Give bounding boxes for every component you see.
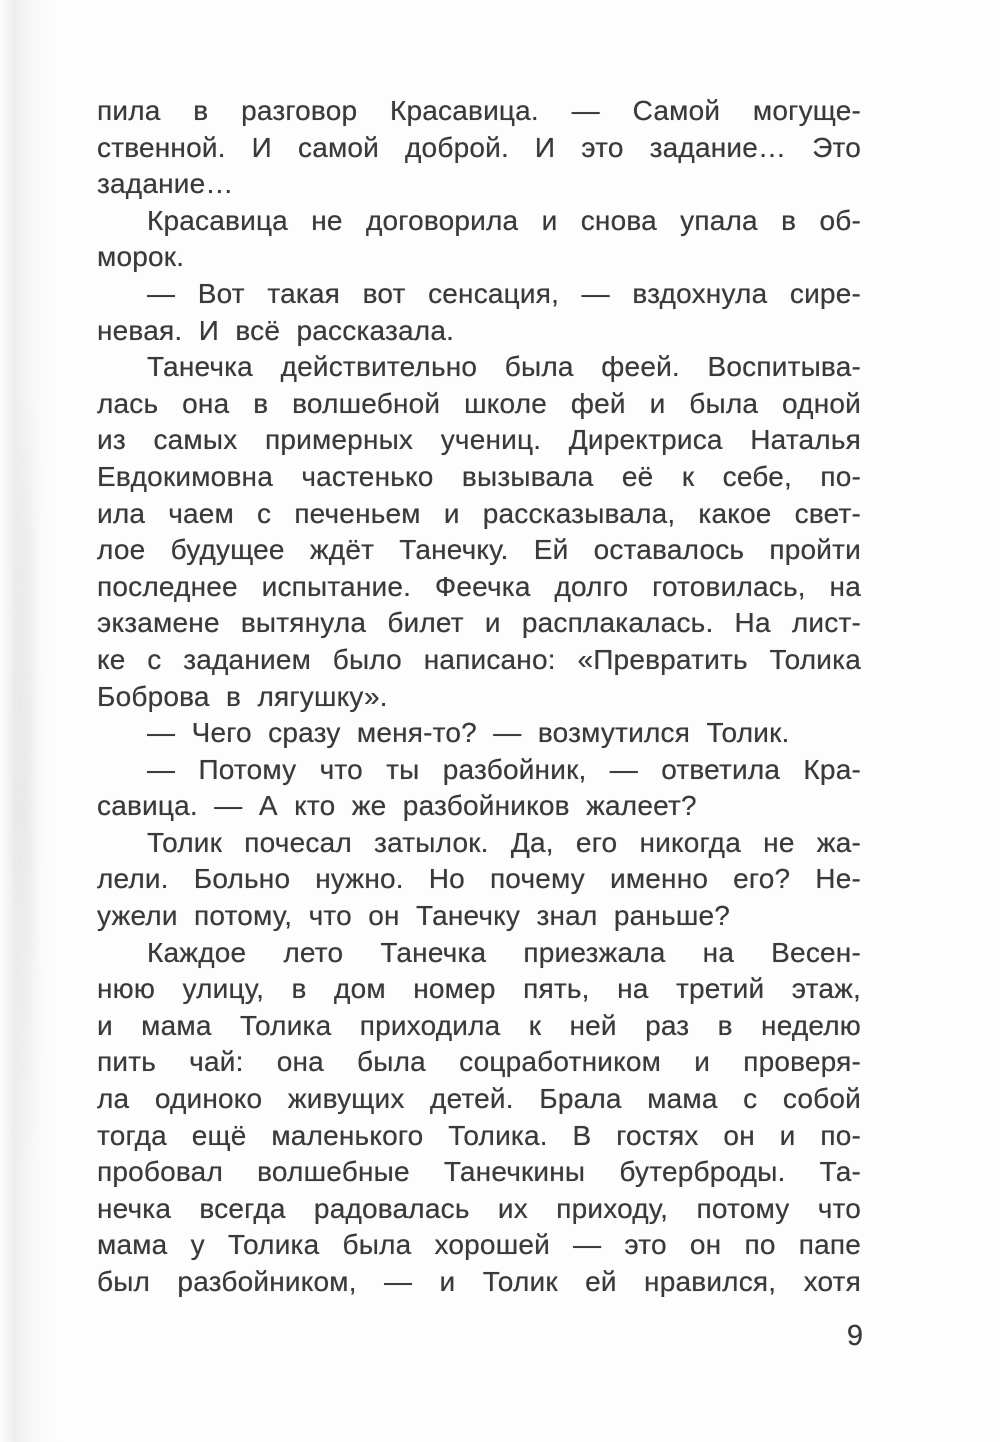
text-line: савица. — А кто же разбойников жалеет? [97,790,697,822]
text-line: Боброва в лягушку». [97,680,388,712]
paragraph [97,93,861,203]
text-line: — Чего сразу меня-то? — возмутился Толик. [147,717,790,749]
text-line: нюю улицу, в дом номер пять, на третий этаж, [97,973,861,1005]
scan-gutter-shadow [0,0,60,1442]
text-line: пила в разговор Красавица. — Самой могуще- [97,95,861,126]
text-line: задание… [97,168,234,200]
paragraph [97,715,861,752]
text-line: ственной. И самой доброй. И это задание… Это [97,131,861,163]
text-line: Каждое лето Танечка приезжала на Весен- [147,936,861,968]
text-line: невая. И всё рассказала. [97,314,455,346]
text-line: Танечка действительно была феей. Воспитыва- [147,351,861,383]
text-line: пробовал волшебные Танечкины бутерброды. Та- [97,1156,861,1188]
text-line: и мама Толика приходила к ней раз в неделю [97,1009,861,1041]
paragraph [97,825,861,935]
paragraph [97,935,861,1301]
text-line: нечка всегда радовалась их приходу, потому что [97,1192,861,1224]
text-line: экзамене вытянула билет и расплакалась. На лист- [97,607,861,639]
text-line: ужели потому, что он Танечку знал раньше? [97,900,731,932]
text-line: морок. [97,241,185,273]
text-line: мама у Толика была хорошей — это он по папе [97,1229,861,1261]
text-line: тогда ещё маленького Толика. В гостях он и по- [97,1119,861,1151]
text-line: ке с заданием было написано: «Превратить Толика [97,643,861,675]
text-line: был разбойником, — и Толик ей нравился, хотя [97,1266,861,1297]
paragraph [97,203,861,276]
text-line: пить чай: она была соцработником и проверя- [97,1046,861,1078]
text-line: Красавица не договорила и снова упала в об- [147,204,861,236]
text-line: ла одиноко живущих детей. Брала мама с собой [97,1083,861,1115]
scan-streak-artifact [16,400,34,1160]
text-line: последнее испытание. Феечка долго готовилась, на [97,570,861,602]
page-number: 9 [846,1320,863,1352]
paragraph [97,276,861,349]
text-line: — Потому что ты разбойник, — ответила Кра- [147,753,861,785]
text-line: Евдокимовна частенько вызывала её к себе, по- [97,460,861,492]
text-line: из самых примерных учениц. Директриса Наталья [97,424,861,456]
paragraph [97,349,861,715]
text-line: ила чаем с печеньем и рассказывала, какое свет- [97,497,861,529]
paragraph [97,752,861,825]
text-line: — Вот такая вот сенсация, — вздохнула сире- [147,277,861,309]
text-line: лое будущее ждёт Танечку. Ей оставалось пройти [97,534,861,566]
page-text [97,93,861,1301]
text-line: лели. Больно нужно. Но почему именно его? Не- [97,863,861,895]
text-line: Толик почесал затылок. Да, его никогда не жа- [147,826,861,858]
text-line: лась она в волшебной школе фей и была одной [97,387,861,419]
